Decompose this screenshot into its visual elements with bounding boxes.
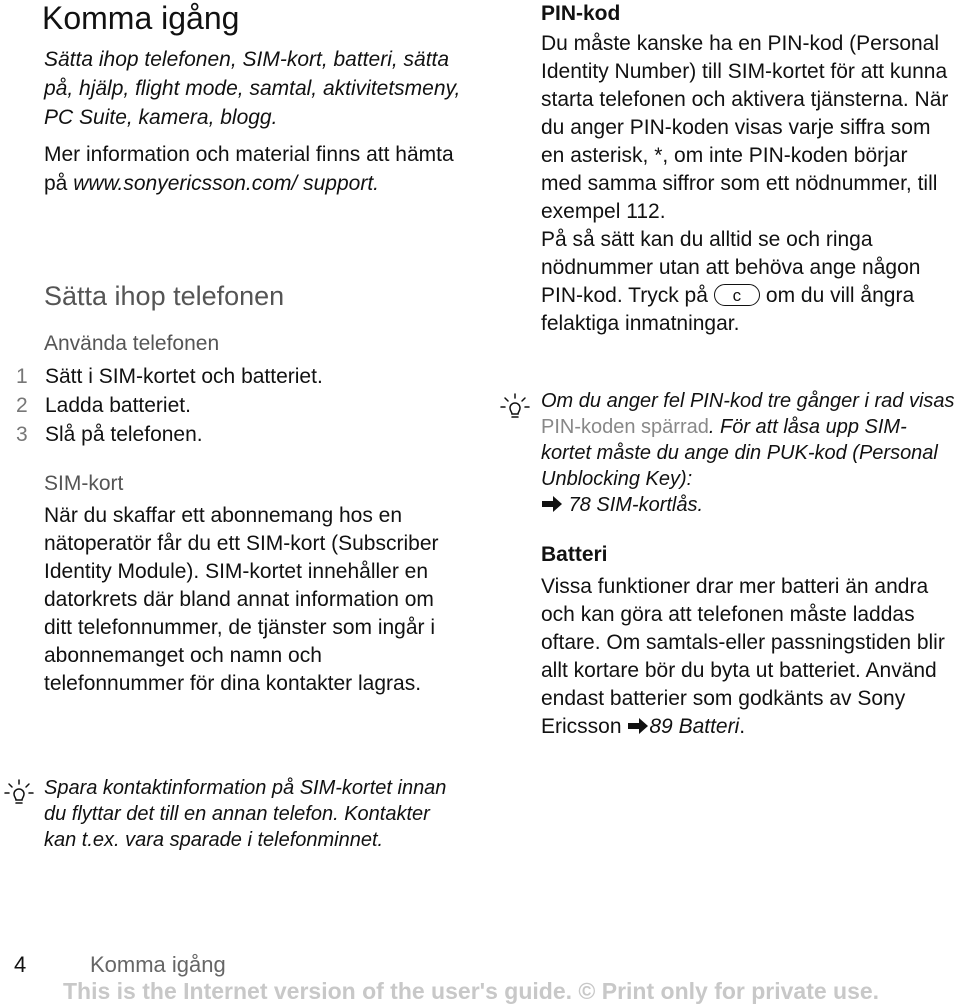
battery-reference-suffix: . bbox=[739, 715, 746, 738]
chapter-topics: Sätta ihop telefonen, SIM-kort, batteri, sätta på, hjälp, flight mode, samtal, aktivitetsmeny, PC Suite, kamera, blogg. bbox=[44, 48, 461, 129]
footer-note: This is the Internet version of the user's guide. © Print only for private use. bbox=[63, 978, 880, 1004]
footer-section: Komma igång bbox=[90, 952, 226, 977]
step-text: Ladda batteriet. bbox=[45, 394, 191, 417]
page-number: 4 bbox=[14, 952, 27, 977]
step-number: 2 bbox=[16, 394, 28, 417]
lightbulb-tip-icon bbox=[500, 392, 530, 422]
sim-lock-reference-link[interactable]: 78 SIM-kortlås. bbox=[568, 494, 704, 516]
assembly-heading: Sätta ihop telefonen bbox=[44, 281, 285, 311]
usage-subheading: Använda telefonen bbox=[44, 332, 220, 355]
more-info-text: Mer information och material finns att hämta på bbox=[44, 143, 454, 195]
battery-reference-link[interactable]: 89 Batteri bbox=[649, 715, 740, 738]
pin-emergency-text: På så sätt kan du alltid se och ringa nödnummer utan att behöva ange någon PIN-kod. Tryck på bbox=[541, 228, 921, 307]
assembly-steps bbox=[16, 362, 456, 449]
sim-text: När du skaffar ett abonnemang hos en nätoperatör får du ett SIM-kort (Subscriber Identity Module). SIM-kortet innehåller en datorkrets där bland annat information om ditt telefonnummer, de tjänster som ingår i abonnemanget och namn och telefonnummer för dina kontakter lagras. bbox=[44, 504, 439, 695]
list-item bbox=[16, 391, 456, 420]
page-title: Komma igång bbox=[42, 0, 240, 36]
pin-emergency-text-end: om du vill ångra felaktiga inmatningar. bbox=[541, 284, 915, 335]
list-item bbox=[16, 420, 456, 449]
chapter-intro bbox=[44, 45, 474, 198]
sim-heading: SIM-kort bbox=[44, 472, 124, 495]
pin-tip-text-end: . För att låsa upp SIM-kortet måste du ange din PUK-kod (Personal Unblocking Key): bbox=[541, 416, 938, 490]
step-text: Slå på telefonen. bbox=[45, 423, 203, 446]
pin-heading: PIN-kod bbox=[541, 2, 621, 25]
c-key-icon: c bbox=[714, 284, 760, 306]
pin-tip bbox=[541, 388, 956, 518]
arrow-reference-icon bbox=[541, 495, 563, 513]
step-text: Sätt i SIM-kortet och batteriet. bbox=[45, 365, 323, 388]
battery-description: Vissa funktioner drar mer batteri än andra och kan göra att telefonen måste laddas oftare. Om samtals-eller passningstiden blir allt kortare bör du byta ut batteriet. Använd endast batterier som godkänts av Sony Ericsson bbox=[541, 575, 945, 738]
lightbulb-tip-icon bbox=[4, 778, 34, 808]
pin-text bbox=[541, 30, 953, 338]
battery-text bbox=[541, 573, 951, 741]
step-number: 3 bbox=[16, 423, 28, 446]
pin-blocked-message: PIN-koden spärrad bbox=[541, 416, 709, 438]
pin-emergency bbox=[541, 226, 953, 338]
pin-tip-text: Om du anger fel PIN-kod tre gånger i rad visas bbox=[541, 390, 955, 412]
sim-tip: Spara kontaktinformation på SIM-kortet innan du flyttar det till en annan telefon. Kontakter kan t.ex. vara sparade i telefonminnet. bbox=[44, 777, 447, 851]
battery-heading: Batteri bbox=[541, 543, 608, 566]
more-info bbox=[44, 140, 474, 198]
support-link[interactable]: www.sonyericsson.com/ support. bbox=[73, 172, 379, 195]
list-item bbox=[16, 362, 456, 391]
step-number: 1 bbox=[16, 365, 28, 388]
arrow-reference-icon bbox=[627, 717, 649, 735]
pin-description: Du måste kanske ha en PIN-kod (Personal Identity Number) till SIM-kortet för att kunna starta telefonen och aktivera tjänsterna. När du anger PIN-koden visas varje siffra som en asterisk, *, om inte PIN-koden börjar med samma siffror som ett nödnummer, till exempel 112. bbox=[541, 32, 949, 223]
